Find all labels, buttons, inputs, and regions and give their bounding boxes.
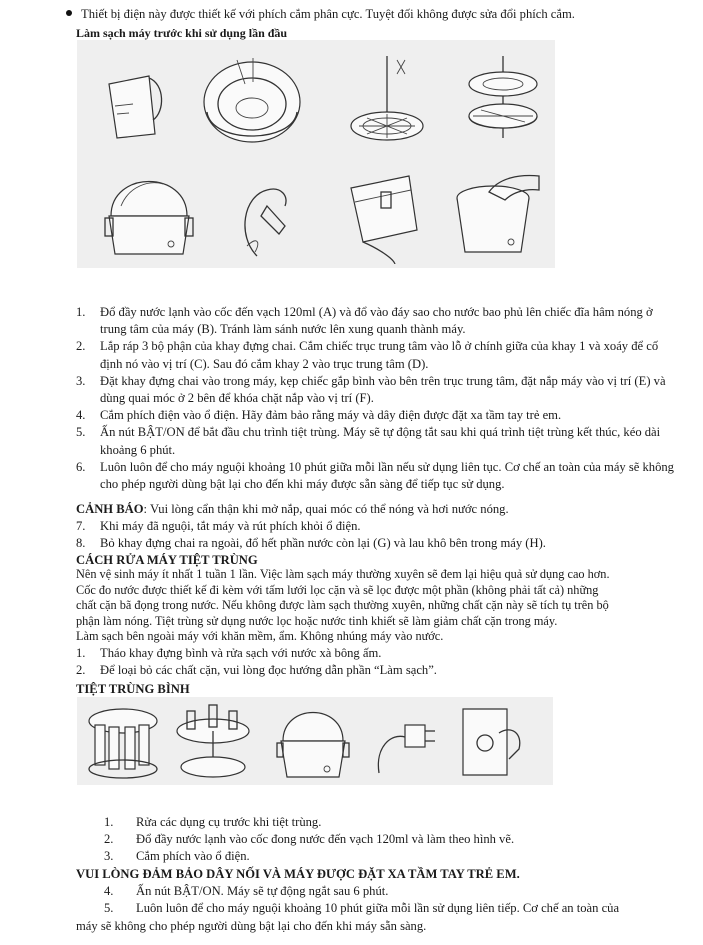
- pour-water-out-icon: [333, 168, 429, 264]
- step-text: Luôn luôn để cho máy nguội khoảng 10 phút giữa mỗi lần nếu sử dụng liên tục. Cơ chế an toàn của máy sẽ không cho phép người dùng bật lại cho đến khi máy được sẵn sàng để tiếp tục sử dụng.: [100, 459, 674, 492]
- step-number: 1.: [76, 646, 86, 660]
- list-item: [76, 304, 676, 338]
- safety-heading: VUI LÒNG ĐẢM BẢO DÂY NỐI VÀ MÁY ĐƯỢC ĐẶT XA TẦM TAY TRẺ EM.: [76, 867, 520, 881]
- bullet-dot: [66, 10, 72, 16]
- measuring-cup-icon: [99, 64, 169, 144]
- bottle-rack-icon: [173, 701, 253, 781]
- step-number: 1.: [76, 305, 86, 319]
- step-number: 7.: [76, 519, 86, 533]
- step-text: Đổ đầy nước lạnh vào cốc đến vạch 120ml (A) và đổ vào đáy sao cho nước bao phủ lên chiếc đĩa hâm nóng ở trung tâm của máy (B). Tránh làm sánh nước lên xung quanh thành máy.: [100, 305, 653, 337]
- list-item: [76, 424, 676, 458]
- power-button-icon: [453, 703, 533, 781]
- tray-with-center-rod-icon: [345, 50, 429, 160]
- intro-bullet-text: Thiết bị điện này được thiết kế với phích cắm phân cực. Tuyệt đối không được sửa đổi phích cắm.: [81, 7, 575, 21]
- after-use-steps: [76, 518, 676, 552]
- intro-bullet: [66, 6, 575, 23]
- list-item: [104, 900, 684, 917]
- cleaning-line: Cốc đo nước được thiết kế đi kèm với tấm lưới lọc cặn và sẽ lọc được một phần (không phải tất cả) những: [76, 582, 599, 597]
- step-text: Lắp ráp 3 bộ phận của khay đựng chai. Cắm chiếc trục trung tâm vào lỗ ở chính giữa của khay 1 và xoáy để cố định nó vào vị trí (C). Sau đó cắm khay 2 vào trục trung tâm (D).: [100, 339, 659, 371]
- list-item: [76, 373, 676, 407]
- cleaning-line: Nên vệ sinh máy ít nhất 1 tuần 1 lần. Việc làm sạch máy thường xuyên sẽ đem lại hiệu quả sử dụng cao hơn.: [76, 567, 610, 581]
- step-text: Đổ đầy nước lạnh vào cốc đong nước đến vạch 120ml và làm theo hình vẽ.: [136, 832, 515, 847]
- step-number: 2.: [76, 339, 86, 354]
- cleaning-heading: CÁCH RỬA MÁY TIỆT TRÙNG: [76, 553, 258, 567]
- cleaning-paragraph: [76, 567, 681, 645]
- list-item: [104, 831, 684, 848]
- step-text: Đặt khay đựng chai vào trong máy, kẹp chiếc gắp bình vào bên trên trục trung tâm, đặt nắp máy vào vị trí (E) và dùng quai móc ở 2 bên để khóa chặt nắp vào vị trí (F).: [100, 373, 666, 406]
- sterilize-illustration-panel: [77, 697, 553, 785]
- warning-text: : Vui lòng cẩn thận khi mở nắp, quai móc có thể nóng và hơi nước nóng.: [143, 502, 509, 516]
- step-number: 8.: [76, 536, 86, 551]
- list-item: [76, 535, 676, 552]
- final-line: máy sẽ không cho phép người dùng bật lại cho đến khi máy sẵn sàng.: [76, 919, 427, 933]
- step-number: 3.: [76, 373, 86, 388]
- closed-sterilizer-icon: [273, 699, 353, 783]
- list-item: [76, 662, 676, 679]
- list-item: [76, 338, 676, 372]
- list-item: [104, 848, 684, 865]
- step-number: 6.: [76, 459, 86, 474]
- step-text: Để loại bỏ các chất cặn, vui lòng đọc hướng dẫn phần “Làm sạch”.: [100, 663, 437, 678]
- step-number: 5.: [104, 901, 114, 916]
- first-use-steps: [76, 304, 676, 493]
- base-heating-plate-icon: [197, 54, 307, 164]
- step-text: Cắm phích điện vào ổ điện. Hãy đảm bảo rằng máy và dây điện được đặt xa tầm tay trẻ em.: [100, 408, 562, 423]
- sterilize-steps-continued: [104, 883, 684, 917]
- first-use-illustration-panel: [77, 40, 555, 268]
- warning-line: [76, 501, 681, 518]
- step-text: Ấn nút BẬT/ON. Máy sẽ tự động ngắt sau 6 phút.: [136, 884, 389, 898]
- step-text: Luôn luôn để cho máy nguội khoảng 10 phút giữa mỗi lần sử dụng liên tiếp. Cơ chế an toàn của: [136, 901, 620, 916]
- list-item: [76, 459, 676, 493]
- step-number: 3.: [104, 849, 114, 864]
- list-item: [104, 883, 684, 900]
- lid-clip-icon: [227, 176, 303, 266]
- step-text: Rửa các dụng cụ trước khi tiệt trùng.: [136, 815, 322, 829]
- cleaning-line: phận làm nóng. Tiệt trùng sử dụng nước lọc hoặc nước tinh khiết sẽ làm giảm chất cặn trong máy.: [76, 613, 558, 628]
- first-use-heading: Làm sạch máy trước khi sử dụng lần đầu: [76, 26, 288, 40]
- step-text: Ấn nút BẬT/ON để bắt đầu chu trình tiệt trùng. Máy sẽ tự động tắt sau khi quá trình tiệt trùng kết thúc, kéo dài khoảng 6 phút.: [100, 425, 661, 457]
- step-text: Tháo khay đựng bình và rửa sạch với nước xà bông ấm.: [100, 646, 382, 660]
- cord-plug-icon: [365, 703, 441, 781]
- dome-lid-on-base-icon: [101, 166, 197, 266]
- cleaning-line: Làm sạch bên ngoài máy với khăn mềm, ẩm. Không nhúng máy vào nước.: [76, 629, 444, 644]
- step-number: 5.: [76, 425, 86, 440]
- wipe-inside-icon: [449, 168, 545, 264]
- bottles-in-rack-icon: [85, 701, 161, 781]
- two-tier-tray-icon: [461, 54, 545, 164]
- sterilize-steps: [104, 814, 684, 866]
- step-number: 4.: [76, 408, 86, 423]
- step-text: Cắm phích vào ổ điện.: [136, 849, 250, 864]
- step-text: Khi máy đã nguội, tắt máy và rút phích khỏi ổ điện.: [100, 519, 361, 533]
- step-text: Bỏ khay đựng chai ra ngoài, đổ hết phần nước còn lại (G) và lau khô bên trong máy (H).: [100, 536, 546, 551]
- cleaning-steps: [76, 645, 676, 679]
- list-item: [76, 407, 676, 424]
- sterilize-heading: TIỆT TRÙNG BÌNH: [76, 682, 190, 696]
- warning-label: CẢNH BÁO: [76, 502, 144, 516]
- step-number: 4.: [104, 884, 114, 898]
- step-number: 2.: [76, 663, 86, 678]
- list-item: [76, 518, 676, 535]
- cleaning-line: chất cặn bã đọng trong nước. Nếu không được làm sạch thường xuyên, những chất cặn này sẽ tích tụ trên bộ: [76, 598, 609, 613]
- step-number: 1.: [104, 815, 114, 829]
- list-item: [104, 814, 684, 831]
- list-item: [76, 645, 676, 662]
- step-number: 2.: [104, 832, 114, 847]
